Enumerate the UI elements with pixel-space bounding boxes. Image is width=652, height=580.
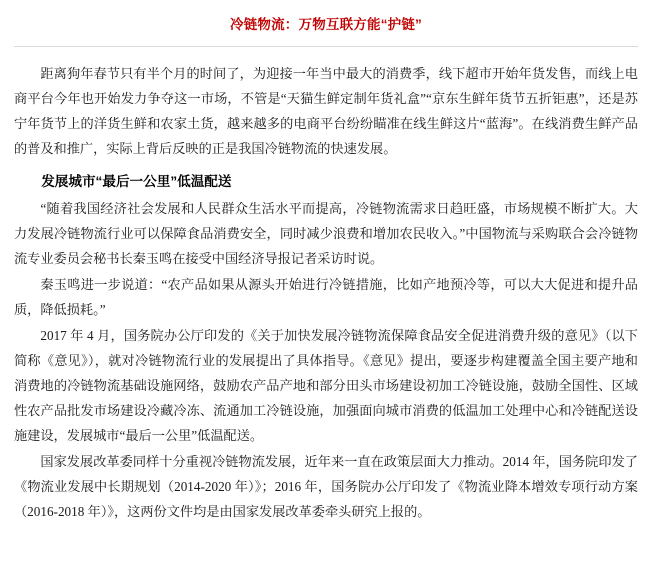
- paragraph: 距离狗年春节只有半个月的时间了，为迎接一年当中最大的消费季，线下超市开始年货发售，而线上电商平台今年也开始发力争夺这一市场，不管是“天猫生鲜定制年货礼盒”“京东生鲜年货节五折钜惠”，还是苏宁年货节上的洋货生鲜和农家土货，越来越多的电商平台纷纷瞄准在线生鲜这片“蓝海”。在线消费生鲜产品的普及和推广，实际上背后反映的正是我国冷链物流的快速发展。: [14, 66, 638, 156]
- section-heading: 发展城市“最后一公里”低温配送: [41, 174, 232, 189]
- paragraph: 秦玉鸣进一步说道：“农产品如果从源头开始进行冷链措施，比如产地预冷等，可以大大促进和提升品质，降低损耗。”: [14, 277, 638, 317]
- title-divider: [14, 46, 638, 47]
- document-page: [0, 13, 652, 580]
- document-body: [0, 61, 652, 524]
- spacer: [14, 161, 638, 164]
- paragraph: 2017 年 4 月，国务院办公厅印发的《关于加快发展冷链物流保障食品安全促进消费升级的意见》（以下简称《意见》），就对冷链物流行业的发展提出了具体指导。《意见》提出，要逐步构建覆盖全国主要产地和消费地的冷链物流基础设施网络，鼓励农产品产地和部分田头市场建设初加工冷链设施，鼓励全国性、区域性农产品批发市场建设冷藏冷冻、流通加工冷链设施，加强面向城市消费的低温加工处理中心和冷链配送设施建设，发展城市“最后一公里”低温配送。: [14, 328, 638, 443]
- paragraph: 国家发展改革委同样十分重视冷链物流发展，近年来一直在政策层面大力推动。2014 年，国务院印发了《物流业发展中长期规划（2014-2020 年）》；2016 年，国务院办公厅印发了《物流业降本增效专项行动方案（2016-2018 年）》，这两份文件均是由国家发展改革委牵头研究上报的。: [14, 454, 638, 519]
- paragraph: “随着我国经济社会发展和人民群众生活水平而提高，冷链物流需求日趋旺盛，市场规模不断扩大。大力发展冷链物流行业可以保障食品消费安全，同时减少浪费和增加农民收入。”中国物流与采购联合会冷链物流专业委员会秘书长秦玉鸣在接受中国经济导报记者采访时说。: [14, 201, 638, 266]
- page-title: 冷链物流：万物互联方能“护链”: [230, 17, 422, 32]
